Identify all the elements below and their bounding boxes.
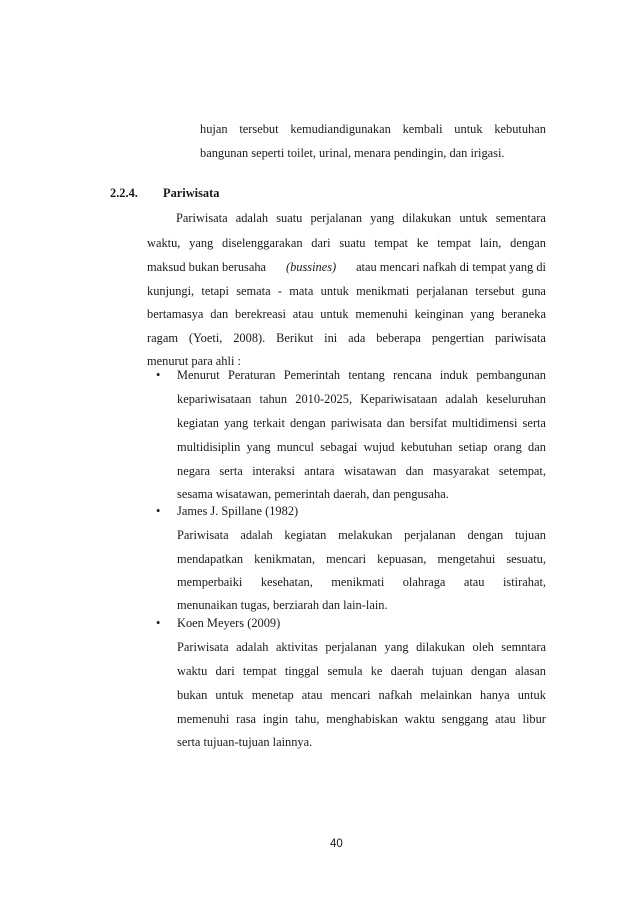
word: Pariwisata: [177, 528, 229, 542]
word: kembali: [402, 122, 443, 136]
word: mencari: [326, 552, 367, 566]
word: aktivitas: [275, 640, 318, 654]
word: hujan: [200, 122, 228, 136]
paragraph-line-6: [147, 330, 546, 346]
word: dan: [405, 464, 424, 478]
bullet-1-line-5: [177, 463, 546, 479]
paragraph-line-2: [147, 235, 546, 251]
paragraph-line-5: [147, 306, 546, 322]
word: memenuhi: [177, 712, 230, 726]
paragraph-line-7: menurut para ahli :: [147, 354, 241, 368]
word: pembangunan: [476, 368, 546, 382]
word: (Yoeti,: [188, 331, 223, 345]
word: sesuatu,: [506, 552, 546, 566]
word: keseluruhan: [486, 392, 546, 406]
word: perjalanan: [416, 284, 469, 298]
bullet-3-line-3: [177, 663, 546, 679]
word: rencana: [393, 368, 432, 382]
word: interaksi: [252, 464, 295, 478]
word: kepariwisataan: [177, 392, 252, 406]
word: atau: [301, 688, 323, 702]
word: untuk: [215, 688, 244, 702]
word: induk: [439, 368, 469, 382]
word: mendapatkan: [177, 552, 244, 566]
bullet-1-line-1: [177, 367, 546, 383]
word: suatu: [339, 236, 366, 250]
word: tetapi: [201, 284, 229, 298]
word: melainkan: [420, 688, 472, 702]
bullet-3-line-1: Koen Meyers (2009): [177, 616, 281, 630]
word: senggang: [441, 712, 489, 726]
word: antara: [304, 464, 335, 478]
word: atau: [292, 307, 314, 321]
word: tujuan: [431, 664, 463, 678]
word: kegiatan: [284, 528, 327, 542]
word: dan: [528, 440, 546, 454]
word: menikmati: [356, 284, 410, 298]
word: wujud: [363, 440, 395, 454]
word: diselenggarakan: [222, 236, 303, 250]
word: dilakukan: [402, 211, 452, 225]
word: beraneka: [501, 307, 546, 321]
word: ke: [370, 664, 383, 678]
word: istirahat,: [502, 575, 546, 589]
word: kunjungi,: [147, 284, 195, 298]
word: Pemerintah: [283, 368, 341, 382]
bullet-1-line-2: [177, 391, 546, 407]
word: Berikut: [276, 331, 314, 345]
word: adalah: [236, 640, 269, 654]
word: alasan: [514, 664, 546, 678]
word: yang: [384, 640, 409, 654]
paragraph-line-3: [147, 259, 546, 275]
paragraph-line-3-end: atau mencari nafkah di tempat yang di: [356, 260, 546, 274]
word: dengan: [471, 664, 507, 678]
word: tahu,: [295, 712, 320, 726]
word: dengan: [510, 236, 546, 250]
word: atau: [495, 712, 516, 726]
word: menghabiskan: [326, 712, 398, 726]
word: oleh: [472, 640, 494, 654]
bullet-marker-3: •: [156, 616, 161, 630]
page-number: 40: [330, 838, 343, 850]
word: perjalanan: [310, 211, 363, 225]
word: setiap: [458, 440, 488, 454]
word: Peraturan: [227, 368, 276, 382]
word: bertamasya: [147, 307, 204, 321]
paragraph-line-4: [147, 283, 546, 299]
word: kenikmatan,: [254, 552, 316, 566]
word: tujuan: [514, 528, 546, 542]
word: libur: [522, 712, 546, 726]
word: ingin: [262, 712, 289, 726]
word: kebutuhan: [494, 122, 546, 136]
word: ada: [348, 331, 366, 345]
word: kemudiandigunakan: [290, 122, 391, 136]
bullet-1-line-3: [177, 415, 546, 431]
word: untuk: [454, 122, 483, 136]
word: dengan: [289, 416, 326, 430]
word: tempat: [242, 664, 277, 678]
word: bersifat: [409, 416, 447, 430]
paragraph-line-1: [176, 210, 546, 226]
word: serta: [219, 464, 243, 478]
word: semula: [327, 664, 363, 678]
bullet-3-line-2: [177, 639, 546, 655]
word: pariwisata: [494, 331, 546, 345]
word: suatu: [276, 211, 303, 225]
word: multidimensi: [452, 416, 518, 430]
word: semata: [236, 284, 271, 298]
word: mata: [289, 284, 314, 298]
word: pariwisata: [330, 416, 382, 430]
italic-term: (bussines): [285, 260, 337, 274]
word: berekreasi: [235, 307, 286, 321]
word: daerah: [390, 664, 424, 678]
word: waktu: [177, 664, 208, 678]
word: Menurut: [177, 368, 220, 382]
word: sebagai: [320, 440, 358, 454]
word: untuk: [517, 688, 546, 702]
word: Pariwisata: [176, 211, 228, 225]
word: kegiatan: [177, 416, 219, 430]
word: dan: [210, 307, 229, 321]
section-title: Pariwisata: [163, 186, 220, 200]
word: orang: [493, 440, 522, 454]
bullet-marker-2: •: [156, 504, 161, 518]
word: dengan: [467, 528, 504, 542]
word: lain,: [479, 236, 502, 250]
word: memenuhi: [355, 307, 408, 321]
word: dari: [215, 664, 235, 678]
word: adalah: [235, 211, 269, 225]
bullet-1-line-6: sesama wisatawan, pemerintah daerah, dan pengusaha.: [177, 487, 449, 501]
word: tempat: [374, 236, 408, 250]
word: untuk: [320, 307, 349, 321]
word: menetap: [251, 688, 294, 702]
word: kesehatan,: [260, 575, 313, 589]
word: yang: [370, 211, 395, 225]
word: melakukan: [338, 528, 393, 542]
word: serta: [522, 416, 546, 430]
section-number: 2.2.4.: [110, 186, 138, 200]
word: beberapa: [376, 331, 421, 345]
word: keinginan: [414, 307, 464, 321]
word: nafkah: [378, 688, 413, 702]
word: Kepariwisataan: [360, 392, 438, 406]
word: dari: [311, 236, 331, 250]
word: atau: [463, 575, 485, 589]
intro-line-1: [200, 121, 546, 137]
bullet-3-line-4: [177, 687, 546, 703]
word: tersebut: [475, 284, 515, 298]
word: 2008).: [233, 331, 266, 345]
word: negara: [177, 464, 211, 478]
bullet-2-line-3: [177, 551, 546, 567]
word: tempat: [437, 236, 471, 250]
word: rasa: [236, 712, 257, 726]
word: yang: [246, 440, 271, 454]
word: untuk: [459, 211, 488, 225]
word: -: [277, 284, 283, 298]
word: hanya: [480, 688, 510, 702]
word: perjalanan: [404, 528, 456, 542]
word: bukan: [177, 688, 208, 702]
word: semntara: [501, 640, 546, 654]
bullet-2-line-1: James J. Spillane (1982): [177, 504, 299, 518]
word: yang: [470, 307, 495, 321]
bullet-2-line-4: [177, 574, 546, 590]
bullet-2-line-2: [177, 527, 546, 543]
intro-line-2: bangunan seperti toilet, urinal, menara pendingin, dan irigasi.: [200, 146, 505, 160]
bullet-2-line-5: menunaikan tugas, berziarah dan lain-lain.: [177, 598, 388, 612]
word: dilakukan: [416, 640, 465, 654]
bullet-3-line-6: serta tujuan-tujuan lainnya.: [177, 735, 313, 749]
word: yang: [189, 236, 214, 250]
word: mencari: [330, 688, 371, 702]
bullet-3-line-5: [177, 711, 546, 727]
word: waktu,: [147, 236, 181, 250]
word: yang: [224, 416, 249, 430]
word: multidisiplin: [177, 440, 241, 454]
word: kepuasan,: [377, 552, 427, 566]
word: 2010-2025,: [295, 392, 353, 406]
word: tentang: [348, 368, 385, 382]
word: guna: [521, 284, 546, 298]
word: mengetahui: [437, 552, 496, 566]
word: tersebut: [239, 122, 279, 136]
word: ini: [324, 331, 338, 345]
word: perjalanan: [325, 640, 378, 654]
word: olahraga: [402, 575, 446, 589]
word: tinggal: [284, 664, 320, 678]
word: wisatawan: [343, 464, 397, 478]
word: untuk: [320, 284, 349, 298]
bullet-marker-1: •: [156, 368, 161, 382]
word: terkait: [253, 416, 285, 430]
word: Pariwisata: [177, 640, 229, 654]
word: menikmati: [331, 575, 385, 589]
word: waktu: [404, 712, 435, 726]
word: ragam: [147, 331, 178, 345]
word: muncul: [276, 440, 314, 454]
paragraph-line-3-start: maksud bukan berusaha: [147, 260, 267, 274]
word: ke: [416, 236, 429, 250]
word: setempat,: [498, 464, 546, 478]
word: tahun: [259, 392, 288, 406]
word: adalah: [240, 528, 273, 542]
word: masyarakat: [432, 464, 490, 478]
word: dan: [386, 416, 405, 430]
word: adalah: [445, 392, 478, 406]
word: memperbaiki: [177, 575, 243, 589]
bullet-1-line-4: [177, 439, 546, 455]
word: sementara: [495, 211, 546, 225]
word: pengertian: [431, 331, 485, 345]
word: kebutuhan: [400, 440, 453, 454]
